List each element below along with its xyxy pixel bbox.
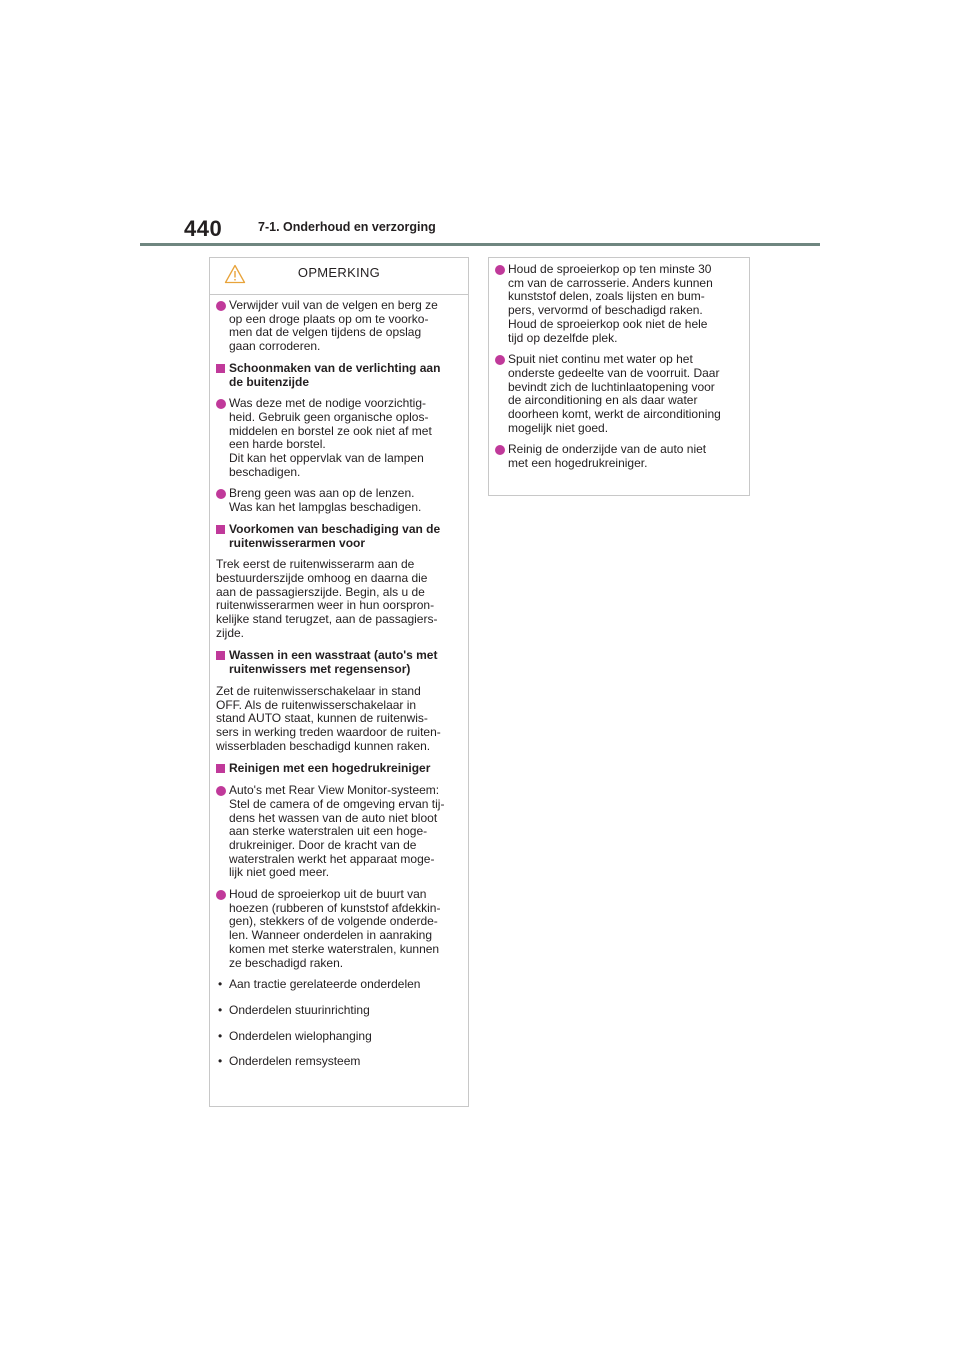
heading-square-icon: [216, 525, 225, 534]
bullet-item: [495, 353, 743, 435]
text-line: Schoonmaken van de verlichting aan: [229, 360, 441, 375]
text-line: Wassen in een wasstraat (auto's met: [229, 648, 438, 663]
text-line: Was deze met de nodige voorzichtig-: [229, 396, 426, 411]
notice-box-left: [209, 257, 469, 1107]
header-rule: [140, 243, 820, 246]
sub-list-item: [216, 1055, 462, 1069]
heading-square-icon: [216, 651, 225, 660]
notice-body-right: [489, 258, 749, 471]
text-line: sers in werking treden waardoor de ruiten-: [216, 724, 441, 739]
bullet-dot-icon: [216, 786, 226, 796]
text-line: tijd op dezelfde plek.: [508, 330, 618, 345]
text-line: Houd de sproeierkop uit de buurt van: [229, 887, 427, 902]
text-line: Stel de camera of de omgeving ervan tij-: [229, 796, 445, 811]
section-title: 7-1. Onderhoud en verzorging: [258, 220, 436, 234]
text-line: stand AUTO staat, kunnen de ruitenwis-: [216, 711, 428, 726]
text-line: OFF. Als de ruitenwisserschakelaar in: [216, 697, 417, 712]
sub-list-item: [216, 1004, 462, 1018]
bullet-item: [495, 263, 743, 345]
text-line: mogelijk niet goed.: [508, 420, 609, 435]
text-line: de airconditioning en als daar water: [508, 393, 698, 408]
sub-bullet-icon: •: [218, 977, 223, 992]
text-line: kunststof delen, zoals lijsten en bum-: [508, 289, 705, 304]
notice-body-left: [210, 295, 468, 1069]
text-line: Voorkomen van beschadiging van de: [229, 521, 441, 536]
text-line: dens het wassen van de auto niet bloot: [229, 810, 438, 825]
paragraph: [216, 685, 462, 754]
text-line: Onderdelen wielophanging: [229, 1028, 372, 1043]
text-line: Trek eerst de ruitenwisserarm aan de: [216, 557, 415, 572]
text-line: lijk niet goed meer.: [229, 865, 330, 880]
section-heading: [216, 762, 462, 776]
section-heading: [216, 523, 462, 550]
text-line: men dat de velgen tijdens de opslag: [229, 325, 422, 340]
text-line: waterstralen werkt het apparaat moge-: [229, 851, 435, 866]
text-line: de buitenzijde: [229, 374, 310, 389]
text-line: aan sterke waterstralen uit een hoge-: [229, 824, 428, 839]
bullet-item: [216, 784, 462, 880]
bullet-item: [216, 299, 462, 354]
text-line: wisserbladen beschadigd kunnen raken.: [216, 738, 431, 753]
bullet-dot-icon: [495, 445, 505, 455]
section-heading: [216, 649, 462, 676]
text-line: onderste gedeelte van de voorruit. Daar: [508, 365, 720, 380]
text-line: Auto's met Rear View Monitor-systeem:: [229, 783, 440, 798]
text-line: bevindt zich de luchtinlaatopening voor: [508, 379, 715, 394]
text-line: Was kan het lampglas beschadigen.: [229, 500, 422, 515]
bullet-item: [216, 888, 462, 970]
text-line: een harde borstel.: [229, 437, 326, 452]
notice-box-right: [488, 257, 750, 496]
text-line: Aan tractie gerelateerde onderdelen: [229, 977, 421, 992]
heading-square-icon: [216, 364, 225, 373]
bullet-dot-icon: [216, 301, 226, 311]
text-line: ruitenwisserarmen voor: [229, 535, 366, 550]
text-line: Onderdelen remsysteem: [229, 1054, 361, 1069]
text-line: op een droge plaats op om te voorko-: [229, 311, 429, 326]
sub-list-item: [216, 978, 462, 992]
text-line: aan de passagierszijde. Begin, als u de: [216, 584, 425, 599]
text-line: Reinig de onderzijde van de auto niet: [508, 442, 707, 457]
text-line: middelen en borstel ze ook niet af met: [229, 423, 432, 438]
text-line: Houd de sproeierkop op ten minste 30: [508, 262, 712, 276]
text-line: Breng geen was aan op de lenzen.: [229, 486, 415, 501]
bullet-item: [495, 443, 743, 470]
text-line: Verwijder vuil van de velgen en berg ze: [229, 298, 438, 312]
text-line: len. Wanneer onderdelen in aanraking: [229, 928, 433, 943]
text-line: Reinigen met een hogedrukreiniger: [229, 761, 431, 776]
sub-bullet-icon: •: [218, 1002, 223, 1017]
bullet-item: [216, 487, 462, 514]
text-line: hoezen (rubberen of kunststof afdekkin-: [229, 900, 441, 915]
text-line: pers, vervormd of beschadigd raken.: [508, 303, 703, 318]
text-line: gaan corroderen.: [229, 339, 321, 354]
text-line: zijde.: [216, 625, 245, 640]
text-line: Dit kan het oppervlak van de lampen: [229, 451, 424, 466]
text-line: bestuurderszijde omhoog en daarna die: [216, 570, 428, 585]
text-line: doorheen komt, werkt de airconditioning: [508, 407, 721, 422]
text-line: komen met sterke waterstralen, kunnen: [229, 941, 440, 956]
text-line: Spuit niet continu met water op het: [508, 352, 693, 367]
text-line: ze beschadigd raken.: [229, 955, 344, 970]
bullet-dot-icon: [216, 890, 226, 900]
text-line: beschadigen.: [229, 464, 301, 479]
text-line: Zet de ruitenwisserschakelaar in stand: [216, 683, 421, 698]
sub-bullet-icon: •: [218, 1028, 223, 1043]
text-line: kelijke stand terugzet, aan de passagiers-: [216, 612, 438, 627]
sub-bullet-icon: •: [218, 1054, 223, 1069]
text-line: drukreiniger. Door de kracht van de: [229, 837, 417, 852]
heading-square-icon: [216, 764, 225, 773]
text-line: gen), stekkers of de volgende onderde-: [229, 914, 438, 929]
text-line: heid. Gebruik geen organische oplos-: [229, 409, 429, 424]
text-line: met een hogedrukreiniger.: [508, 456, 648, 471]
bullet-dot-icon: [216, 489, 226, 499]
text-line: ruitenwissers met regensensor): [229, 662, 411, 677]
paragraph: [216, 558, 462, 640]
bullet-item: [216, 397, 462, 479]
section-heading: [216, 362, 462, 389]
text-line: Houd de sproeierkop ook niet de hele: [508, 316, 708, 331]
sub-list-item: [216, 1030, 462, 1044]
bullet-dot-icon: [216, 399, 226, 409]
text-line: ruitenwisserarmen weer in hun oorspron-: [216, 598, 435, 613]
page-header: [140, 212, 820, 248]
page-number: 440: [184, 216, 223, 241]
bullet-dot-icon: [495, 265, 505, 275]
text-line: Onderdelen stuurinrichting: [229, 1002, 370, 1017]
bullet-dot-icon: [495, 355, 505, 365]
notice-header: [210, 258, 468, 295]
notice-title: OPMERKING: [297, 265, 381, 280]
text-line: cm van de carrosserie. Anders kunnen: [508, 275, 713, 290]
